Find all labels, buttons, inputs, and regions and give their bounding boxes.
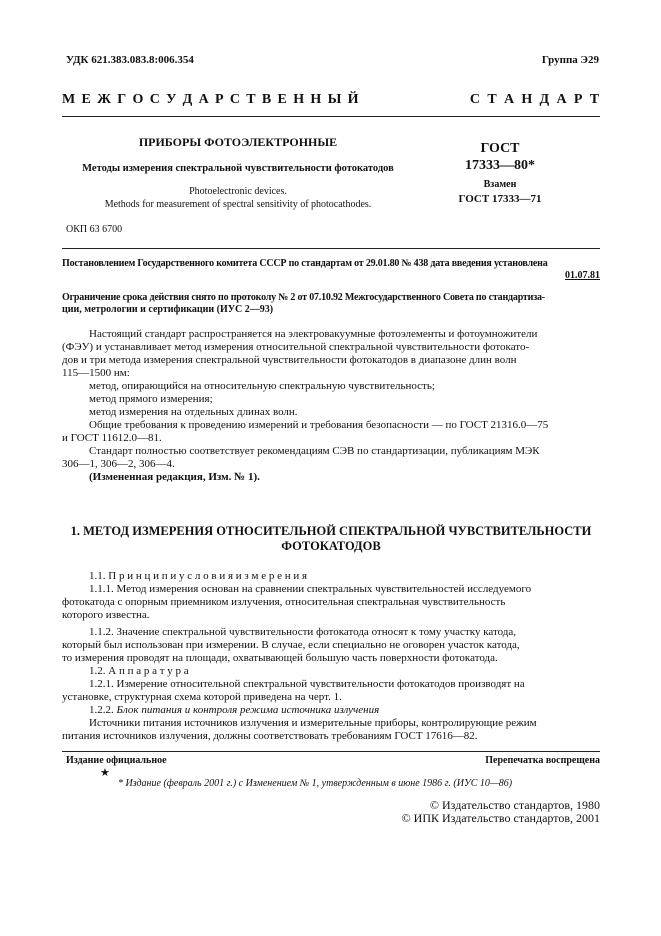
okp-code: ОКП 63 6700 bbox=[66, 224, 123, 235]
intro-line: Настоящий стандарт распространяется на электровакуумные фотоэлементы и фотоумножители bbox=[89, 328, 538, 340]
subsection-heading bbox=[62, 704, 600, 717]
method-item: метод прямого измерения; bbox=[89, 393, 213, 405]
banner-right: С Т А Н Д А Р Т bbox=[469, 92, 601, 107]
copyright-1980: © Издательство стандартов, 1980 bbox=[429, 798, 600, 812]
intro-line: Общие требования к проведению измерений и требования безопасности — по ГОСТ 21316.0—75 bbox=[89, 419, 549, 431]
banner-left: М Е Ж Г О С У Д А Р С Т В Е Н Н Ы Й bbox=[62, 92, 361, 107]
intro-line: Стандарт полностью соответствует рекомендациям СЭВ по стандартизации, публикациям МЭК bbox=[89, 445, 540, 457]
edition-note: * Издание (февраль 2001 г.) с Изменением № 1, утвержденным в июне 1986 г. (ИУС 10—86) bbox=[118, 778, 513, 789]
intro bbox=[62, 328, 600, 484]
udk-code: УДК 621.383.083.8:006.354 bbox=[66, 54, 194, 66]
gost-label: ГОСТ bbox=[480, 141, 520, 156]
subsection-heading bbox=[62, 665, 600, 678]
para-line: 1.2.1. Измерение относительной спектральной чувствительности фотокатодов производят на bbox=[89, 678, 525, 690]
para-line: фотокатода с опорным приемником излучения, относительная спектральная чувствительность bbox=[62, 596, 506, 608]
star-icon: ★ bbox=[100, 767, 110, 779]
limit-line-2: ции, метрологии и сертификации (ИУС 2—93) bbox=[62, 304, 274, 315]
method-item: метод, опирающийся на относительную спектральную чувствительность; bbox=[89, 380, 435, 392]
para-line: 1.1.1. Метод измерения основан на сравнении спектральных чувствительностей исследуемого bbox=[89, 583, 532, 595]
intro-line: (ФЭУ) и устанавливает метод измерения относительной спектральной чувствительности фотокато- bbox=[62, 341, 530, 353]
para-line: Источники питания источников излучения и измерительные приборы, контролирующие режим bbox=[89, 717, 537, 729]
intro-line: 115—1500 нм: bbox=[62, 367, 130, 379]
section-title-line: 1. МЕТОД ИЗМЕРЕНИЯ ОТНОСИТЕЛЬНОЙ СПЕКТРАЛЬНОЙ ЧУВСТВИТЕЛЬНОСТИ bbox=[70, 524, 592, 538]
para-line: питания источников излучения, должны соответствовать требованиям ГОСТ 17616—82. bbox=[62, 730, 478, 742]
para-line: установке, структурная схема которой приведена на черт. 1. bbox=[62, 691, 342, 703]
footer-rule bbox=[62, 751, 600, 752]
subsection-number: 1.1. bbox=[89, 570, 106, 582]
group-code: Группа Э29 bbox=[541, 54, 599, 66]
section-title bbox=[62, 524, 600, 554]
english-title-2: Methods for measurement of spectral sensitivity of photocathodes. bbox=[104, 199, 372, 210]
para-line: то измерения проводят на площади, охватывающей большую часть поверхности фотокатода. bbox=[62, 652, 498, 664]
standard-title: ПРИБОРЫ ФОТОЭЛЕКТРОННЫЕ bbox=[138, 135, 338, 149]
edit-note: (Измененная редакция, Изм. № 1). bbox=[89, 471, 260, 483]
no-reprint: Перепечатка воспрещена bbox=[485, 755, 600, 766]
para-line: которого известна. bbox=[62, 609, 150, 621]
section-title-line: ФОТОКАТОДОВ bbox=[281, 539, 381, 553]
section-body bbox=[62, 570, 600, 743]
limit-line-1: Ограничение срока действия снято по протоколу № 2 от 07.10.92 Межгосударственного Совета по стандартиза- bbox=[62, 292, 545, 303]
decree-line-1: Постановлением Государственного комитета СССР по стандартам от 29.01.80 № 438 дата введения установлена bbox=[62, 258, 548, 269]
method-item: метод измерения на отдельных длинах волн. bbox=[89, 406, 298, 418]
intro-line: дов и три метода измерения спектральной чувствительности фотокатодов в диапазоне длин волн bbox=[62, 354, 517, 366]
subsection-heading bbox=[62, 570, 600, 583]
decree-date: 01.07.81 bbox=[565, 270, 600, 281]
para-line: 1.1.2. Значение спектральной чувствительности фотокатода относят к тому участку катода, bbox=[89, 626, 517, 638]
subsection-title: А п п а р а т у р а bbox=[108, 665, 189, 677]
replaces-label: Взамен bbox=[483, 179, 517, 190]
subsection-number: 1.2. bbox=[89, 665, 106, 677]
copyright-2001: © ИПК Издательство стандартов, 2001 bbox=[401, 811, 600, 825]
para-line: который был использован при измерении. В случае, если специально не оговорен участок катода, bbox=[62, 639, 520, 651]
title-rule bbox=[62, 248, 600, 249]
english-title-1: Photoelectronic devices. bbox=[189, 186, 287, 197]
subsection-title: П р и н ц и п и у с л о в и я и з м е р е н и я bbox=[108, 570, 308, 582]
gost-number: 17333—80* bbox=[465, 158, 535, 173]
replaced-standard: ГОСТ 17333—71 bbox=[458, 193, 542, 205]
banner-rule bbox=[62, 116, 600, 117]
subsection-title: Блок питания и контроля режима источника излучения bbox=[116, 704, 380, 716]
official-edition: Издание официальное bbox=[66, 755, 167, 766]
subsection-number: 1.2.2. bbox=[89, 704, 114, 716]
standard-subtitle: Методы измерения спектральной чувствительности фотокатодов bbox=[82, 163, 394, 174]
intro-line: и ГОСТ 11612.0—81. bbox=[62, 432, 162, 444]
intro-line: 306—1, 306—2, 306—4. bbox=[62, 458, 175, 470]
